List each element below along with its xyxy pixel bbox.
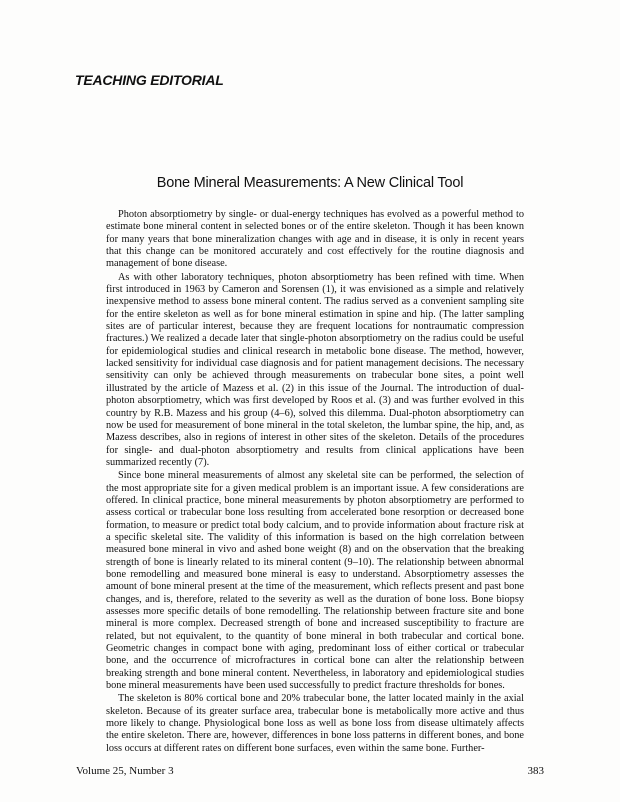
paragraph-3: Since bone mineral measurements of almost any skeletal site can be performed, the selection of the most appropriate site for a given medical problem is an important issue. A few considerations are offered. In clinical practice, bone mineral measurements by photon absorptiometry are performed to assess cortical or trabecular bone loss resulting from accelerated bone resorption or decreased bone formation, to measure or predict total body calcium, and to provide information about fracture risk at a specific skeletal site. The validity of this information is based on the high correlation between measured bone mineral in vivo and ashed bone weight (8) and on the observation that the breaking strength of bone is linearly related to its mineral content (9–10). The relationship between abnormal bone remodelling and measured bone mineral is easy to understand. Absorptiometry assesses the amount of bone mineral present at the time of the measurement, which reflects present and past bone changes, and is, therefore, related to the severity as well as the duration of bone loss. Bone biopsy assesses more specific details of bone remodelling. The relationship between fracture site and bone mineral is more complex. Decreased strength of bone and increased susceptibility to fracture are related, but not equivalent, to the quantity of bone mineral in both trabecular and cortical bone. Geometric changes in compact bone with aging, predominant loss of either cortical or trabecular bone, and the occurrence of microfractures in cortical bone can alter the relationship between breaking strength and bone mineral content. Nevertheless, in laboratory and epidemiological studies bone mineral measurements have been used successfully to predict fracture thresholds for bones.	[106, 470, 524, 692]
volume-info: Volume 25, Number 3	[76, 765, 174, 777]
section-heading: TEACHING EDITORIAL	[75, 72, 224, 88]
article-body	[106, 209, 524, 756]
article-title: Bone Mineral Measurements: A New Clinical Tool	[156, 175, 464, 191]
page-number: 383	[527, 765, 544, 777]
paragraph-1: Photon absorptiometry by single- or dual-energy techniques has evolved as a powerful method to estimate bone mineral content in selected bones or of the entire skeleton. Though it has been known for many years that bone mineralization changes with age and in disease, it is only in recent years that this change can be monitored accurately and cost effectively for the routine diagnosis and management of bone disease.	[106, 209, 524, 270]
paragraph-4: The skeleton is 80% cortical bone and 20% trabecular bone, the latter located mainly in the axial skeleton. Because of its greater surface area, trabecular bone is metabolically more active and thus more likely to change. Physiological bone loss as well as bone loss from disease ultimately affects the entire skeleton. There are, however, differences in bone loss patterns in different bones, and bone loss occurs at different rates on different bone surfaces, even within the same bone. Further-	[106, 693, 524, 754]
paragraph-2: As with other laboratory techniques, photon absorptiometry has been refined with time. When first introduced in 1963 by Cameron and Sorensen (1), it was envisioned as a simple and relatively inexpensive method to assess bone mineral content. The radius served as a convenient sampling site for the entire skeleton as well as for bone mineral estimation in spine and hip. (The latter sampling sites are of particular interest, because they are frequent locations for nontraumatic compression fractures.) We realized a decade later that single-photon absorptiometry on the radius could be useful for epidemiological studies and clinical research in metabolic bone disease. The method, however, lacked sensitivity for individual case diagnosis and for patient management decisions. The necessary sensitivity can only be achieved through measurements on trabecular bone sites, a point well illustrated by the article of Mazess et al. (2) in this issue of the Journal. The introduction of dual-photon absorptiometry, which was first developed by Roos et al. (3) and was further evolved in this country by R.B. Mazess and his group (4–6), solved this dilemma. Dual-photon absorptiometry can now be used for measurement of bone mineral in the total skeleton, the lumbar spine, the hip, and, as Mazess describes, also in regions of interest in other sites of the skeleton. Details of the procedures for single- and dual-photon absorptiometry and results from clinical applications have been summarized recently (7).	[106, 271, 524, 468]
